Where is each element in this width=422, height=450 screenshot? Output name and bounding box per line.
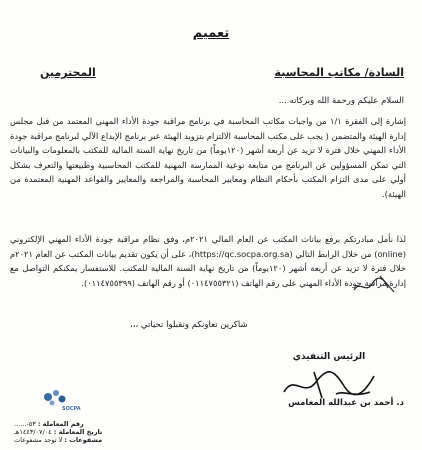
ref-line — [14, 420, 214, 428]
transaction-meta — [14, 420, 214, 444]
thanks-line: شاكرين تعاونكم وتقبلوا تحياتي ،،، — [130, 320, 248, 330]
ref-label: رقم المعاملة : — [37, 420, 84, 428]
addressee: السادة/ مكاتب المحاسبة — [274, 66, 404, 79]
paragraph-1: إشارة إلى الفقرة ١/١ من واجبات مكاتب المحاسبة في برنامج مراقبة جودة الأداء المهني المعتمد من قبل مجلس إدارة الهيئة والمتضمن ( يجب على مكتب المحاسبة الالتزام بتزويد الهيئة عبر برنامج الإبداع الآلي لبرنامج مراقبة جودة الأداء المهني خلال فترة لا تزيد عن أربعة أشهر (١٢٠يوماً) من تاريخ نهاية السنة المالية للمكتب بالمعلومات والبيانات التي تمكن المسؤولين عن البرنامج من متابعة نوعية الممارسة المهنية للمكتب المحاسبية وطبيعتها والتعرف بشكل أولي على مدى التزام المكتب بأحكام النظام ومعايير المحاسبة والمراجعة والمعايير والقواعد المهنية المعتمدة من الهيئة). — [9, 116, 406, 199]
date-label: تاريخ المعاملة : — [53, 428, 103, 436]
respected-salutation: المحترمين — [40, 66, 96, 79]
ref-value: ٥٣-...... — [14, 420, 36, 428]
attachments-value: لا توجد مشفوعات — [14, 436, 63, 444]
signature-block — [254, 352, 404, 404]
signer-title: الرئيس التنفيذي — [292, 352, 366, 362]
attachments-label: مشفوعات : — [64, 436, 103, 444]
attachments-line — [14, 436, 214, 444]
date-line — [14, 428, 214, 436]
paragraph-2: لذا نأمل مبادرتكم برفع بيانات المكتب عن العام المالي ٢٠٢١م، وفق نظام مراقبة جودة الأداء المهني الإلكتروني (online) من خلال الرابط التالي (https://qc.socpa.org.sa)، على أن يكون تقديم بيانات المكتب عن العام ٢٠٢١م خلال فترة لا تزيد عن أربعة أشهر (١٢٠يوماً) من تاريخ نهاية السنة المالية للمكتب. للاستفسار يمكنكم التواصل مع إدارة مراقبة جودة الأداء المهني على رقم الهاتف (٠١١٤٧٥٥٣٢١) أو رقم الهاتف (٠١١٤٧٥٥٣٩٩). — [10, 234, 406, 288]
document-title: تعميم — [192, 26, 230, 41]
date-value: ١٤٤٣/٠٧/٠٤هـ — [14, 428, 52, 436]
signer-name: د. أحمد بن عبدالله المغامس — [288, 398, 404, 408]
greeting: السلام عليكم ورحمة الله وبركاته ... — [278, 96, 404, 106]
logo-wordmark: SOCPA — [62, 406, 81, 412]
handwritten-initials — [350, 270, 400, 300]
